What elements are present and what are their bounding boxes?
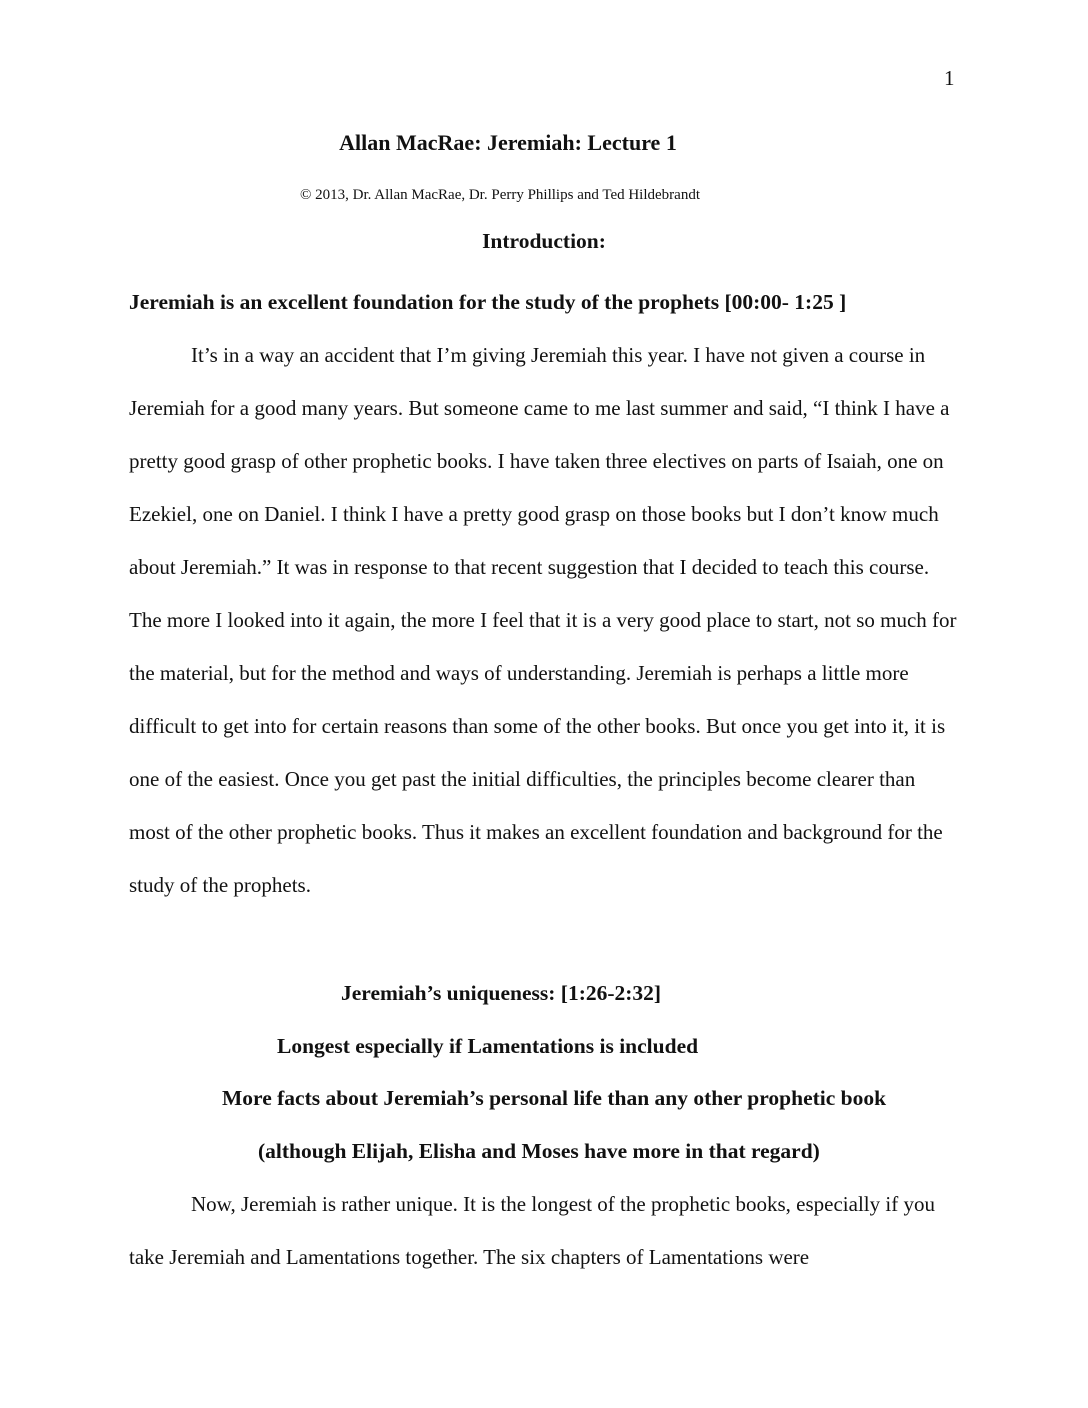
page-number: 1 [944,66,955,90]
paragraph-intro: It’s in a way an accident that I’m giving Jeremiah this year. I have not given a course in Jeremiah for a good many years. But someone came to me last summer and said, “I think I have a pretty good grasp of other prophetic books. I have taken three electives on parts of Isaiah, one on Ezekiel, one on Daniel. I think I have a pretty good grasp on those books but I don’t know much about Jeremiah.” It was in response to that recent suggestion that I decided to teach this course. The more I looked into it again, the more I feel that it is a very good place to start, not so much for the material, but for the method and ways of understanding. Jeremiah is perhaps a little more difficult to get into for certain reasons than some of the other books. But once you get into it, it is one of the easiest. Once you get past the initial difficulties, the principles become clearer than most of the other prophetic books. Thus it makes an excellent foundation and background for the study of the prophets. [129,343,957,897]
heading-foundation: Jeremiah is an excellent foundation for the study of the prophets [00:00- 1:25 ] [129,290,847,314]
heading-longest: Longest especially if Lamentations is included [277,1034,699,1058]
heading-introduction: Introduction: [482,229,606,253]
lecture-title: Allan MacRae: Jeremiah: Lecture 1 [339,130,677,155]
paragraph-unique: Now, Jeremiah is rather unique. It is the longest of the prophetic books, especially if you take Jeremiah and Lamentations together. The six chapters of Lamentations were [129,1192,935,1269]
heading-uniqueness: Jeremiah’s uniqueness: [1:26-2:32] [341,981,662,1005]
heading-although: (although Elijah, Elisha and Moses have more in that regard) [258,1139,820,1163]
heading-more-facts: More facts about Jeremiah’s personal life than any other prophetic book [222,1086,887,1110]
copyright-line: © 2013, Dr. Allan MacRae, Dr. Perry Phillips and Ted Hildebrandt [299,187,700,203]
